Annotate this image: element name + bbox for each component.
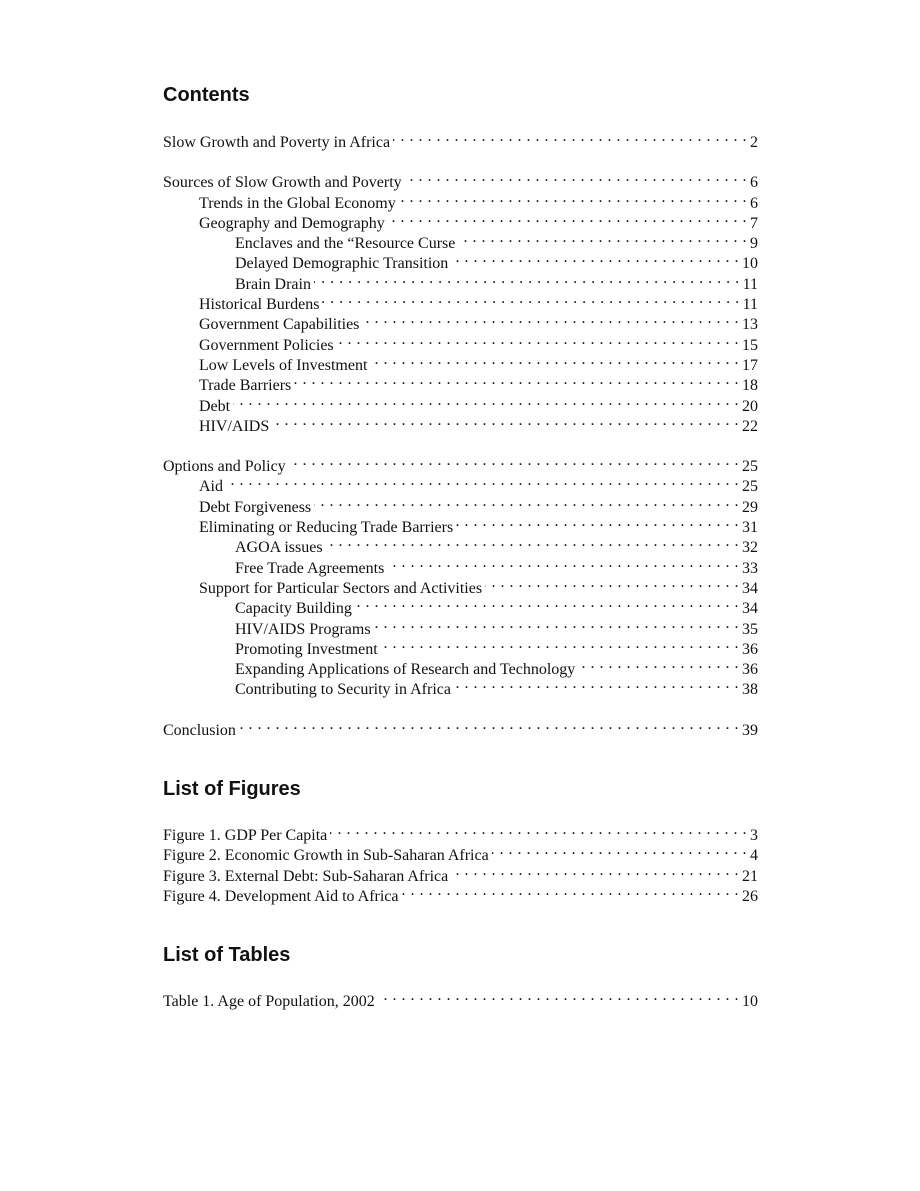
dot-leader <box>362 309 739 329</box>
dot-leader <box>337 330 739 350</box>
figure-entry-page: 26 <box>742 887 758 905</box>
dot-leader <box>226 471 739 491</box>
toc-entry-page: 13 <box>742 316 758 334</box>
toc-entry[interactable] <box>163 127 758 151</box>
figure-entry-title: Figure 1. GDP Per Capita <box>163 827 328 844</box>
dot-leader <box>289 451 739 471</box>
figure-entry-title: Figure 3. External Debt: Sub-Saharan Africa <box>163 867 449 885</box>
toc-entry-title: Slow Growth and Poverty in Africa <box>163 134 391 151</box>
dot-leader <box>399 188 747 208</box>
toc-entry-page: 34 <box>742 600 758 618</box>
dot-leader <box>387 553 739 573</box>
toc-entry-page: 6 <box>750 194 758 212</box>
toc-entry-title: Debt <box>199 397 231 415</box>
table-entry[interactable] <box>163 986 758 1010</box>
dot-leader <box>458 228 747 248</box>
contents-heading: Contents <box>163 84 250 106</box>
toc-entry-page: 22 <box>742 417 758 435</box>
table-entry-title: Table 1. Age of Population, 2002 <box>163 993 375 1010</box>
toc-entry-title: Contributing to Security in Africa <box>235 681 451 699</box>
toc-entry-title: Promoting Investment <box>235 640 378 658</box>
dot-leader <box>451 861 739 881</box>
toc-entry-title: Government Capabilities <box>199 316 360 334</box>
toc-entry-title: Support for Particular Sectors and Activities <box>199 579 483 597</box>
toc-entry-page: 25 <box>742 458 758 476</box>
toc-entry[interactable] <box>163 451 758 476</box>
toc-entry-page: 36 <box>742 661 758 679</box>
dot-leader <box>370 350 739 370</box>
dot-leader <box>326 532 739 552</box>
toc-entry-title: Geography and Demography <box>199 214 385 232</box>
toc-entry-title: AGOA issues <box>235 539 323 557</box>
toc-entry-page: 33 <box>742 559 758 577</box>
dot-leader <box>239 715 739 735</box>
dot-leader <box>451 248 739 268</box>
dot-leader <box>578 654 739 674</box>
toc-entry-page: 39 <box>742 721 758 739</box>
toc-entry-page: 17 <box>742 356 758 374</box>
toc-entry-title: Debt Forgiveness <box>199 498 312 516</box>
tables-list <box>163 986 758 1010</box>
toc-entry-page: 9 <box>750 235 758 253</box>
list-of-figures-heading: List of Figures <box>163 778 301 800</box>
toc-entry-title: Options and Policy <box>163 458 286 476</box>
toc-entry-title: Eliminating or Reducing Trade Barriers <box>199 519 454 537</box>
toc-entry[interactable] <box>163 492 758 516</box>
toc-entry-page: 34 <box>742 579 758 597</box>
dot-leader <box>388 208 747 228</box>
toc-entry-page: 32 <box>742 539 758 557</box>
dot-leader <box>322 289 739 309</box>
toc-entry-page: 7 <box>750 214 758 232</box>
dot-leader <box>355 593 739 613</box>
figure-entry-page: 3 <box>750 827 758 844</box>
contents-list <box>163 127 758 739</box>
toc-entry[interactable] <box>163 167 758 192</box>
table-entry-page: 10 <box>742 993 758 1010</box>
dot-leader <box>314 269 740 289</box>
toc-entry-title: Expanding Applications of Research and Technology <box>235 661 576 679</box>
figure-entry[interactable] <box>163 820 758 844</box>
toc-entry-page: 6 <box>750 174 758 192</box>
figures-list <box>163 820 758 905</box>
toc-entry-title: HIV/AIDS Programs <box>235 620 371 638</box>
toc-entry-page: 31 <box>742 519 758 537</box>
toc-entry-title: Trade Barriers <box>199 377 292 395</box>
toc-entry-page: 10 <box>742 255 758 273</box>
toc-entry-page: 38 <box>742 681 758 699</box>
toc-entry-title: Brain Drain <box>235 275 311 293</box>
toc-entry[interactable] <box>163 715 758 739</box>
dot-leader <box>330 820 747 840</box>
dot-leader <box>314 492 739 512</box>
toc-entry-title: Trends in the Global Economy <box>199 194 396 212</box>
dot-leader <box>393 127 747 147</box>
dot-leader <box>272 411 739 431</box>
toc-entry-page: 15 <box>742 336 758 354</box>
toc-entry-page: 2 <box>750 134 758 151</box>
toc-entry[interactable] <box>163 411 758 435</box>
dot-leader <box>454 674 739 694</box>
dot-leader <box>492 840 747 860</box>
toc-entry-page: 11 <box>742 296 758 314</box>
dot-leader <box>378 986 739 1006</box>
toc-entry-title: Free Trade Agreements <box>235 559 385 577</box>
figure-entry-title: Figure 2. Economic Growth in Sub-Saharan Africa <box>163 847 489 865</box>
toc-entry-page: 29 <box>742 498 758 516</box>
dot-leader <box>405 167 747 187</box>
toc-entry-title: Delayed Demographic Transition <box>235 255 449 273</box>
dot-leader <box>381 634 739 654</box>
dot-leader <box>402 881 739 901</box>
toc-entry[interactable] <box>163 391 758 415</box>
toc-entry-title: HIV/AIDS <box>199 417 270 435</box>
figure-entry-page: 21 <box>742 867 758 885</box>
toc-entry-title: Aid <box>199 478 223 496</box>
dot-leader <box>233 391 739 411</box>
toc-entry-title: Conclusion <box>163 721 236 739</box>
toc-entry-page: 18 <box>742 377 758 395</box>
dot-leader <box>374 614 739 634</box>
toc-entry-page: 20 <box>742 397 758 415</box>
toc-entry-page: 11 <box>742 275 758 293</box>
toc-entry-page: 36 <box>742 640 758 658</box>
toc-entry-title: Enclaves and the “Resource Curse <box>235 235 456 253</box>
toc-entry-title: Historical Burdens <box>199 296 320 314</box>
dot-leader <box>294 370 739 390</box>
figure-entry-page: 4 <box>750 847 758 865</box>
dot-leader <box>456 512 739 532</box>
list-of-tables-heading: List of Tables <box>163 944 291 966</box>
toc-entry-title: Sources of Slow Growth and Poverty <box>163 174 402 192</box>
dot-leader <box>485 573 739 593</box>
toc-entry-title: Low Levels of Investment <box>199 356 368 374</box>
toc-entry-title: Capacity Building <box>235 600 352 618</box>
toc-entry-title: Government Policies <box>199 336 334 354</box>
toc-entry-page: 35 <box>742 620 758 638</box>
toc-entry[interactable] <box>163 471 758 496</box>
figure-entry-title: Figure 4. Development Aid to Africa <box>163 887 399 905</box>
toc-entry-page: 25 <box>742 478 758 496</box>
